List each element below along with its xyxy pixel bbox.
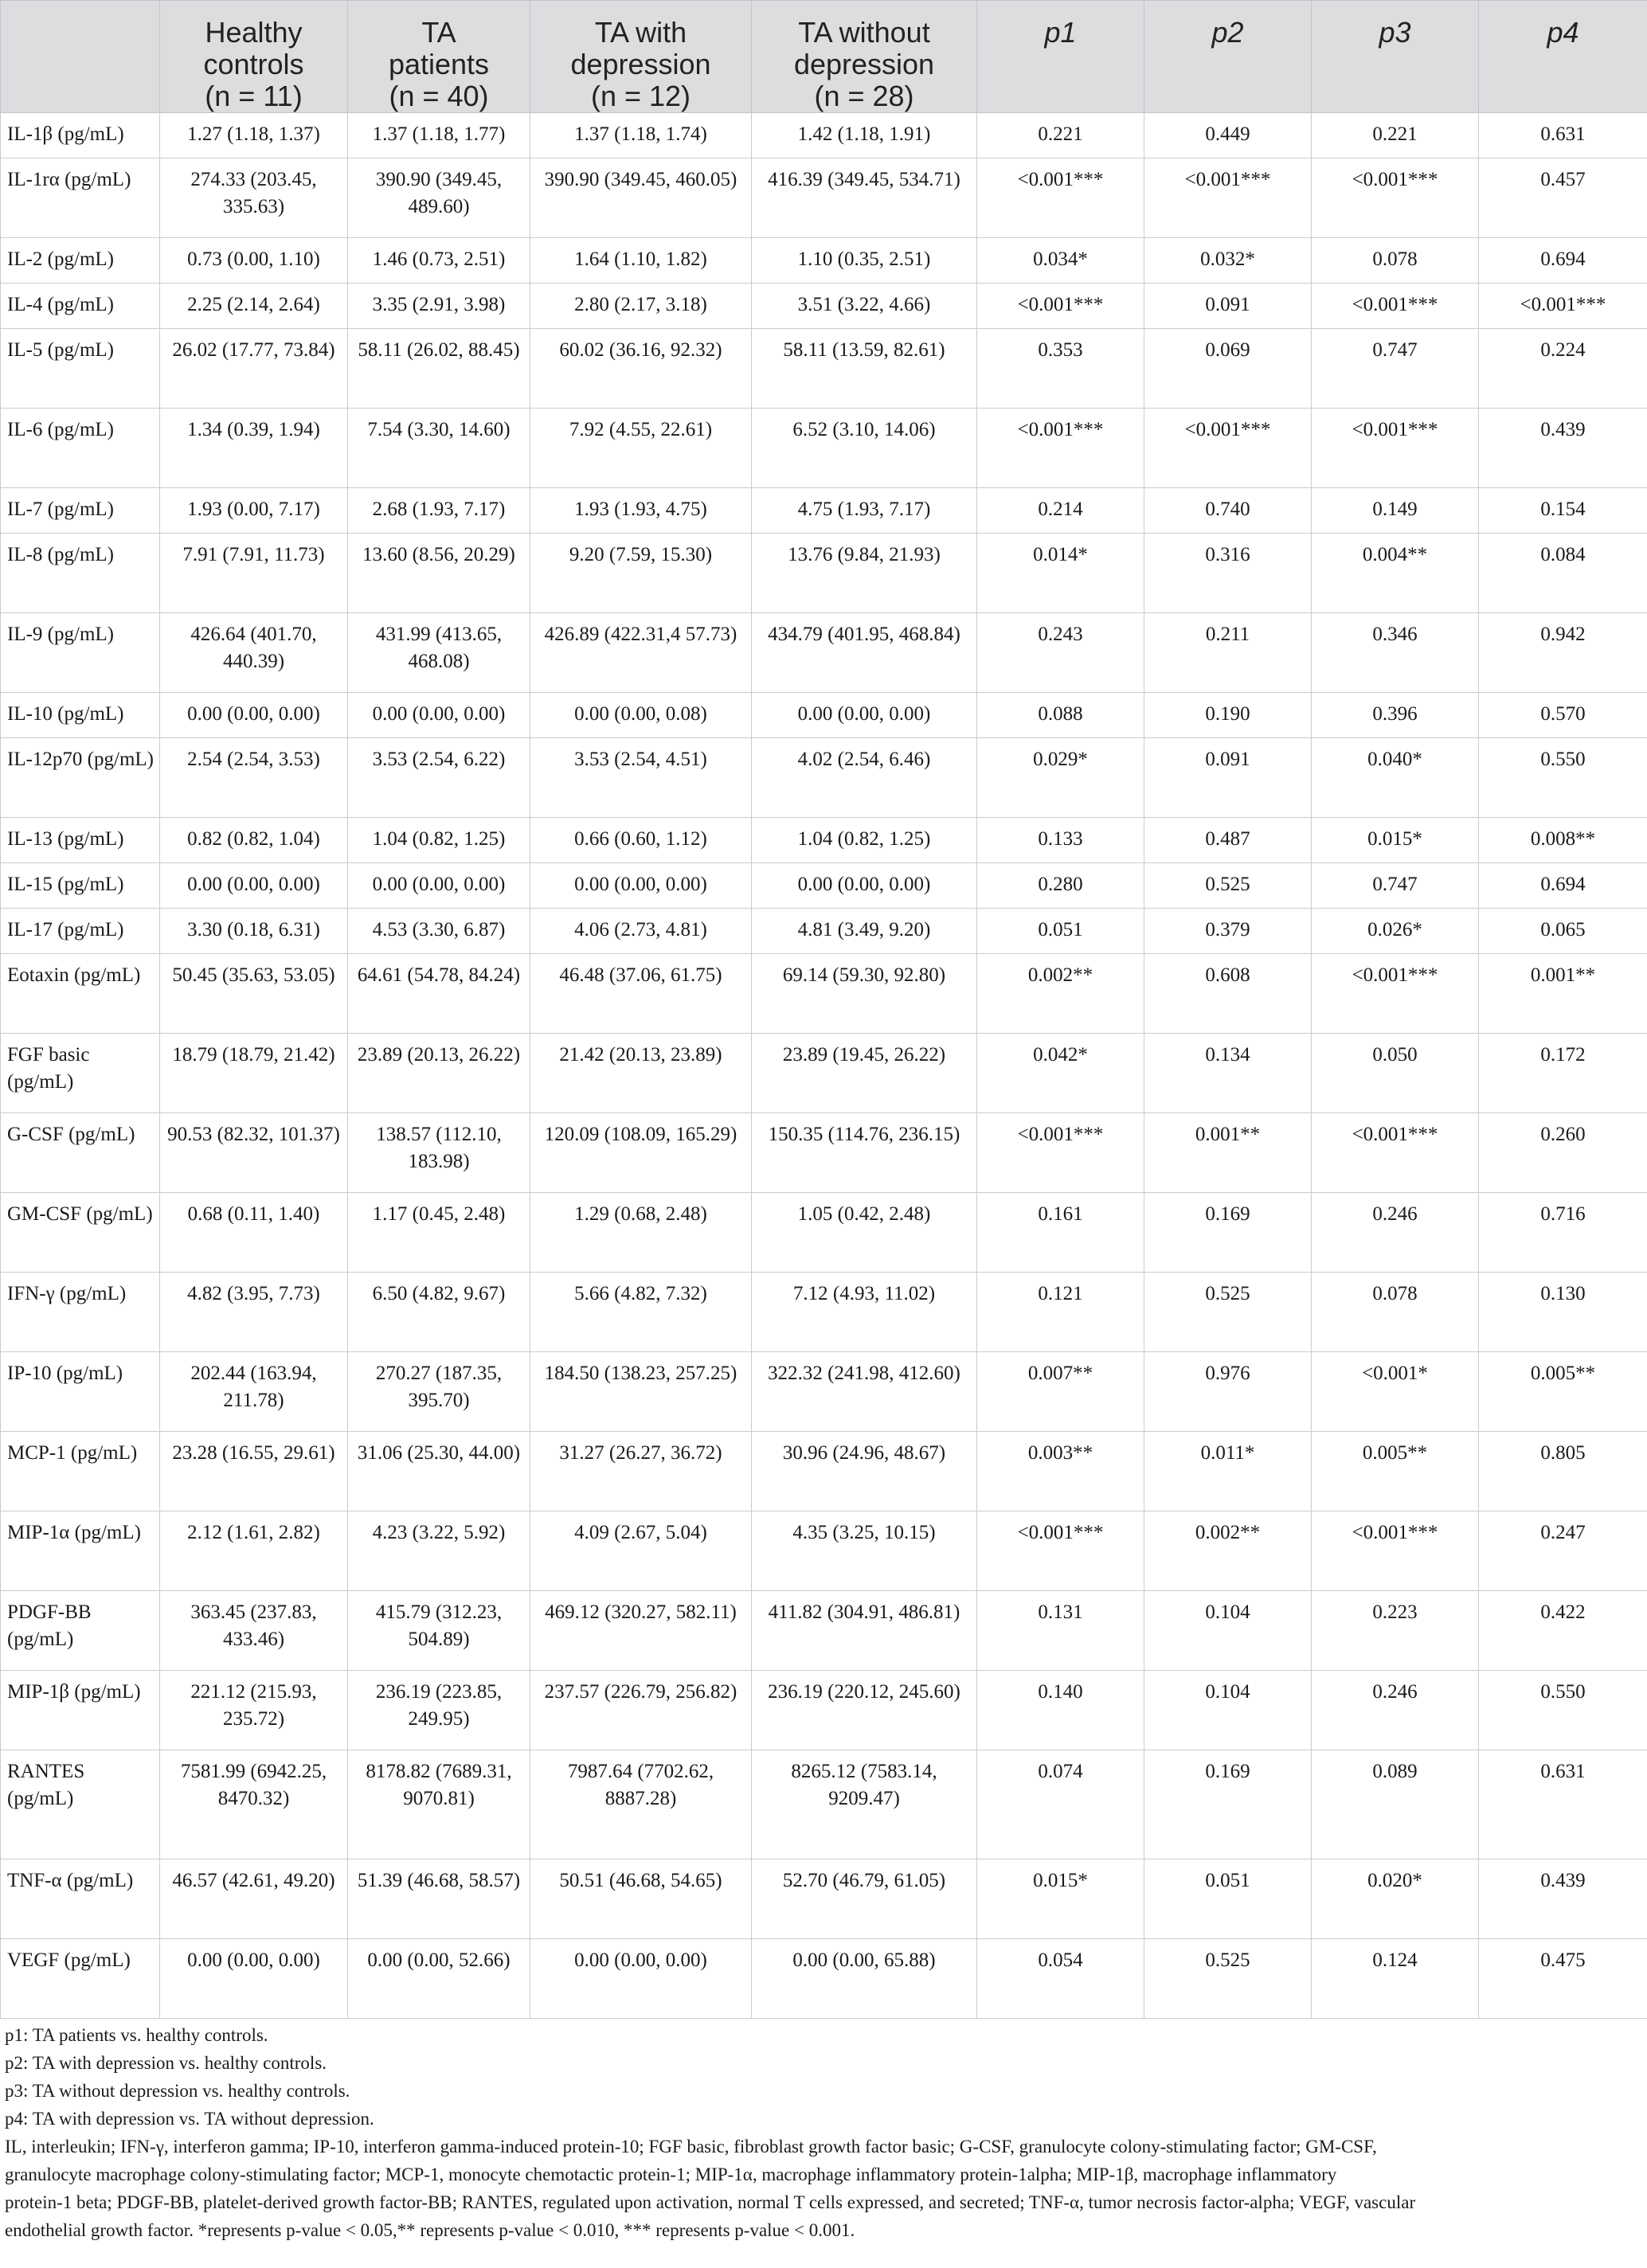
table-row	[1, 284, 1647, 329]
table-row	[1, 738, 1647, 818]
cell-ta-without-depression: 8265.12 (7583.14, 9209.47)	[752, 1750, 977, 1859]
cell-p2: 0.525	[1144, 1273, 1312, 1352]
cell-p4: 0.805	[1479, 1432, 1647, 1511]
cell-ta-patients: 236.19 (223.85, 249.95)	[348, 1671, 530, 1750]
cell-p3: 0.747	[1312, 329, 1479, 409]
cell-p3: 0.089	[1312, 1750, 1479, 1859]
cell-p4: 0.550	[1479, 738, 1647, 818]
table-row	[1, 1113, 1647, 1193]
cell-healthy-controls: 221.12 (215.93, 235.72)	[160, 1671, 348, 1750]
cell-variable: IL-17 (pg/mL)	[1, 909, 160, 954]
cell-p2: <0.001***	[1144, 158, 1312, 238]
cell-p4: 0.694	[1479, 238, 1647, 284]
table-row	[1, 158, 1647, 238]
cell-p1: 0.161	[977, 1193, 1144, 1273]
cell-ta-without-depression: 1.42 (1.18, 1.91)	[752, 113, 977, 158]
cell-p2: 0.740	[1144, 488, 1312, 534]
cell-ta-with-depression: 0.00 (0.00, 0.08)	[530, 693, 752, 738]
cell-p3: <0.001***	[1312, 1113, 1479, 1193]
cell-p3: 0.124	[1312, 1939, 1479, 2019]
cell-healthy-controls: 7581.99 (6942.25, 8470.32)	[160, 1750, 348, 1859]
cell-ta-patients: 138.57 (112.10, 183.98)	[348, 1113, 530, 1193]
cell-ta-patients: 23.89 (20.13, 26.22)	[348, 1034, 530, 1113]
cell-p4: 0.716	[1479, 1193, 1647, 1273]
cell-p1: 0.088	[977, 693, 1144, 738]
cell-ta-without-depression: 411.82 (304.91, 486.81)	[752, 1591, 977, 1671]
cell-ta-patients: 64.61 (54.78, 84.24)	[348, 954, 530, 1034]
cell-p2: 0.316	[1144, 534, 1312, 613]
cell-ta-patients: 1.17 (0.45, 2.48)	[348, 1193, 530, 1273]
cell-healthy-controls: 90.53 (82.32, 101.37)	[160, 1113, 348, 1193]
cell-p3: 0.246	[1312, 1193, 1479, 1273]
cell-p1: 0.074	[977, 1750, 1144, 1859]
cell-ta-without-depression: 236.19 (220.12, 245.60)	[752, 1671, 977, 1750]
cell-p4: 0.001**	[1479, 954, 1647, 1034]
cell-ta-with-depression: 9.20 (7.59, 15.30)	[530, 534, 752, 613]
cell-ta-without-depression: 3.51 (3.22, 4.66)	[752, 284, 977, 329]
cell-ta-patients: 2.68 (1.93, 7.17)	[348, 488, 530, 534]
cell-p2: 0.379	[1144, 909, 1312, 954]
cell-ta-with-depression: 7987.64 (7702.62, 8887.28)	[530, 1750, 752, 1859]
footnote-abbreviations-3: protein-1 beta; PDGF-BB, platelet-derived growth factor-BB; RANTES, regulated upon activation, normal T cells expressed, and secreted; TNF-α, tumor necrosis factor-alpha; VEGF, vascular	[5, 2192, 1416, 2212]
cell-p4: 0.631	[1479, 1750, 1647, 1859]
cell-p1: 0.140	[977, 1671, 1144, 1750]
cell-p2: 0.134	[1144, 1034, 1312, 1113]
footnote-abbreviations-1: IL, interleukin; IFN-γ, interferon gamma; IP-10, interferon gamma-induced protein-10; FGF basic, fibroblast growth factor basic; G-CSF, granulocyte colony-stimulating factor; GM-CSF,	[5, 2137, 1377, 2157]
cell-p2: 0.104	[1144, 1671, 1312, 1750]
cell-variable: MIP-1β (pg/mL)	[1, 1671, 160, 1750]
footnote-p1: p1: TA patients vs. healthy controls.	[5, 2025, 268, 2045]
footnote-p4: p4: TA with depression vs. TA without depression.	[5, 2109, 374, 2129]
cell-p3: <0.001***	[1312, 284, 1479, 329]
cell-p1: <0.001***	[977, 409, 1144, 488]
cell-ta-patients: 31.06 (25.30, 44.00)	[348, 1432, 530, 1511]
cell-variable: MCP-1 (pg/mL)	[1, 1432, 160, 1511]
cell-p3: 0.223	[1312, 1591, 1479, 1671]
cell-p1: 0.214	[977, 488, 1144, 534]
cell-ta-without-depression: 58.11 (13.59, 82.61)	[752, 329, 977, 409]
header-ta-with-depression: TA with depression (n = 12)	[530, 1, 752, 113]
cell-ta-patients: 7.54 (3.30, 14.60)	[348, 409, 530, 488]
cell-p3: 0.396	[1312, 693, 1479, 738]
cell-p2: 0.169	[1144, 1193, 1312, 1273]
table-row	[1, 1193, 1647, 1273]
header-ta-without-depression: TA without depression (n = 28)	[752, 1, 977, 113]
cell-ta-without-depression: 7.12 (4.93, 11.02)	[752, 1273, 977, 1352]
table-row	[1, 1432, 1647, 1511]
cell-ta-without-depression: 416.39 (349.45, 534.71)	[752, 158, 977, 238]
cell-healthy-controls: 0.82 (0.82, 1.04)	[160, 818, 348, 863]
cell-p3: 0.004**	[1312, 534, 1479, 613]
cell-p2: 0.211	[1144, 613, 1312, 693]
table-row	[1, 1273, 1647, 1352]
cell-p4: 0.457	[1479, 158, 1647, 238]
header-p1: p1	[977, 1, 1144, 113]
cell-p1: 0.133	[977, 818, 1144, 863]
cell-p2: 0.525	[1144, 863, 1312, 909]
cell-p3: <0.001***	[1312, 158, 1479, 238]
header-row	[1, 1, 1647, 113]
cell-ta-with-depression: 2.80 (2.17, 3.18)	[530, 284, 752, 329]
cell-healthy-controls: 2.25 (2.14, 2.64)	[160, 284, 348, 329]
cell-ta-with-depression: 0.00 (0.00, 0.00)	[530, 863, 752, 909]
cell-p1: 0.353	[977, 329, 1144, 409]
cell-healthy-controls: 0.00 (0.00, 0.00)	[160, 863, 348, 909]
table-row	[1, 1750, 1647, 1859]
cell-ta-without-depression: 0.00 (0.00, 0.00)	[752, 863, 977, 909]
cell-ta-with-depression: 21.42 (20.13, 23.89)	[530, 1034, 752, 1113]
cell-variable: IL-9 (pg/mL)	[1, 613, 160, 693]
cell-ta-without-depression: 4.75 (1.93, 7.17)	[752, 488, 977, 534]
header-ta-patients: TA patients (n = 40)	[348, 1, 530, 113]
cell-ta-without-depression: 0.00 (0.00, 0.00)	[752, 693, 977, 738]
cell-p4: 0.065	[1479, 909, 1647, 954]
cell-p1: 0.034*	[977, 238, 1144, 284]
cell-p1: 0.054	[977, 1939, 1144, 2019]
cell-healthy-controls: 202.44 (163.94, 211.78)	[160, 1352, 348, 1432]
cell-ta-patients: 0.00 (0.00, 52.66)	[348, 1939, 530, 2019]
cell-ta-without-depression: 30.96 (24.96, 48.67)	[752, 1432, 977, 1511]
cell-p4: <0.001***	[1479, 284, 1647, 329]
cell-ta-with-depression: 3.53 (2.54, 4.51)	[530, 738, 752, 818]
cell-p1: 0.042*	[977, 1034, 1144, 1113]
cell-ta-patients: 0.00 (0.00, 0.00)	[348, 693, 530, 738]
cell-variable: IL-15 (pg/mL)	[1, 863, 160, 909]
cell-healthy-controls: 0.00 (0.00, 0.00)	[160, 693, 348, 738]
cell-p3: 0.221	[1312, 113, 1479, 158]
footnote-p3: p3: TA without depression vs. healthy controls.	[5, 2081, 350, 2101]
cell-p1: 0.051	[977, 909, 1144, 954]
cell-variable: FGF basic (pg/mL)	[1, 1034, 160, 1113]
header-healthy-controls: Healthy controls (n = 11)	[160, 1, 348, 113]
header-p4: p4	[1479, 1, 1647, 113]
cell-ta-patients: 8178.82 (7689.31, 9070.81)	[348, 1750, 530, 1859]
cell-ta-with-depression: 237.57 (226.79, 256.82)	[530, 1671, 752, 1750]
cell-p3: 0.149	[1312, 488, 1479, 534]
cell-p2: 0.001**	[1144, 1113, 1312, 1193]
cell-p2: <0.001***	[1144, 409, 1312, 488]
cell-healthy-controls: 1.93 (0.00, 7.17)	[160, 488, 348, 534]
cell-ta-patients: 270.27 (187.35, 395.70)	[348, 1352, 530, 1432]
cell-healthy-controls: 18.79 (18.79, 21.42)	[160, 1034, 348, 1113]
cell-p1: 0.002**	[977, 954, 1144, 1034]
cell-variable: IFN-γ (pg/mL)	[1, 1273, 160, 1352]
cell-ta-with-depression: 426.89 (422.31,4 57.73)	[530, 613, 752, 693]
cell-ta-without-depression: 1.04 (0.82, 1.25)	[752, 818, 977, 863]
cell-variable: Eotaxin (pg/mL)	[1, 954, 160, 1034]
cell-p3: <0.001***	[1312, 1511, 1479, 1591]
table-row	[1, 1591, 1647, 1671]
cell-p1: 0.003**	[977, 1432, 1144, 1511]
table-header	[1, 1, 1647, 113]
cell-ta-with-depression: 46.48 (37.06, 61.75)	[530, 954, 752, 1034]
cell-ta-patients: 6.50 (4.82, 9.67)	[348, 1273, 530, 1352]
cell-ta-patients: 4.53 (3.30, 6.87)	[348, 909, 530, 954]
cell-healthy-controls: 2.12 (1.61, 2.82)	[160, 1511, 348, 1591]
cell-healthy-controls: 4.82 (3.95, 7.73)	[160, 1273, 348, 1352]
table-row	[1, 1671, 1647, 1750]
table-row	[1, 693, 1647, 738]
header-p3: p3	[1312, 1, 1479, 113]
header-p2: p2	[1144, 1, 1312, 113]
cell-healthy-controls: 1.27 (1.18, 1.37)	[160, 113, 348, 158]
table-row	[1, 909, 1647, 954]
cell-p3: 0.050	[1312, 1034, 1479, 1113]
cell-healthy-controls: 0.68 (0.11, 1.40)	[160, 1193, 348, 1273]
cell-p4: 0.422	[1479, 1591, 1647, 1671]
cell-healthy-controls: 23.28 (16.55, 29.61)	[160, 1432, 348, 1511]
cell-p3: 0.026*	[1312, 909, 1479, 954]
cell-healthy-controls: 0.73 (0.00, 1.10)	[160, 238, 348, 284]
cell-ta-with-depression: 1.37 (1.18, 1.74)	[530, 113, 752, 158]
cell-healthy-controls: 46.57 (42.61, 49.20)	[160, 1859, 348, 1939]
footnote-abbreviations-4: endothelial growth factor. *represents p-value < 0.05,** represents p-value < 0.010, *** represents p-value < 0.001.	[5, 2220, 855, 2240]
cell-variable: IL-1β (pg/mL)	[1, 113, 160, 158]
cell-p4: 0.694	[1479, 863, 1647, 909]
cell-p3: <0.001***	[1312, 409, 1479, 488]
cell-p1: 0.243	[977, 613, 1144, 693]
cell-ta-without-depression: 1.10 (0.35, 2.51)	[752, 238, 977, 284]
cell-p2: 0.976	[1144, 1352, 1312, 1432]
cell-p2: 0.104	[1144, 1591, 1312, 1671]
cell-ta-without-depression: 4.02 (2.54, 6.46)	[752, 738, 977, 818]
cell-p4: 0.439	[1479, 409, 1647, 488]
cell-p1: <0.001***	[977, 1511, 1144, 1591]
cell-healthy-controls: 1.34 (0.39, 1.94)	[160, 409, 348, 488]
cell-p2: 0.002**	[1144, 1511, 1312, 1591]
table-row	[1, 613, 1647, 693]
cell-ta-with-depression: 5.66 (4.82, 7.32)	[530, 1273, 752, 1352]
cell-p2: 0.449	[1144, 113, 1312, 158]
cell-ta-with-depression: 390.90 (349.45, 460.05)	[530, 158, 752, 238]
cell-variable: IL-12p70 (pg/mL)	[1, 738, 160, 818]
cell-p3: 0.015*	[1312, 818, 1479, 863]
cell-healthy-controls: 3.30 (0.18, 6.31)	[160, 909, 348, 954]
cell-p2: 0.608	[1144, 954, 1312, 1034]
cell-healthy-controls: 26.02 (17.77, 73.84)	[160, 329, 348, 409]
cell-ta-with-depression: 0.66 (0.60, 1.12)	[530, 818, 752, 863]
cell-ta-with-depression: 4.09 (2.67, 5.04)	[530, 1511, 752, 1591]
table-row	[1, 113, 1647, 158]
cell-ta-with-depression: 1.29 (0.68, 2.48)	[530, 1193, 752, 1273]
cell-ta-with-depression: 31.27 (26.27, 36.72)	[530, 1432, 752, 1511]
cell-p2: 0.091	[1144, 284, 1312, 329]
cell-p1: 0.014*	[977, 534, 1144, 613]
table-row	[1, 488, 1647, 534]
cell-ta-with-depression: 7.92 (4.55, 22.61)	[530, 409, 752, 488]
cell-ta-without-depression: 150.35 (114.76, 236.15)	[752, 1113, 977, 1193]
cell-ta-without-depression: 1.05 (0.42, 2.48)	[752, 1193, 977, 1273]
cell-ta-patients: 1.46 (0.73, 2.51)	[348, 238, 530, 284]
cell-p3: 0.020*	[1312, 1859, 1479, 1939]
table-row	[1, 409, 1647, 488]
cell-p2: 0.011*	[1144, 1432, 1312, 1511]
cell-ta-with-depression: 1.64 (1.10, 1.82)	[530, 238, 752, 284]
table-row	[1, 863, 1647, 909]
cell-ta-with-depression: 0.00 (0.00, 0.00)	[530, 1939, 752, 2019]
cell-p4: 0.005**	[1479, 1352, 1647, 1432]
table-footnotes	[5, 2021, 1637, 2244]
cell-p2: 0.091	[1144, 738, 1312, 818]
cell-ta-with-depression: 4.06 (2.73, 4.81)	[530, 909, 752, 954]
table-row	[1, 1034, 1647, 1113]
cell-ta-without-depression: 0.00 (0.00, 65.88)	[752, 1939, 977, 2019]
cell-variable: IL-7 (pg/mL)	[1, 488, 160, 534]
cell-ta-without-depression: 52.70 (46.79, 61.05)	[752, 1859, 977, 1939]
table-row	[1, 1859, 1647, 1939]
cell-ta-without-depression: 4.81 (3.49, 9.20)	[752, 909, 977, 954]
cell-ta-without-depression: 69.14 (59.30, 92.80)	[752, 954, 977, 1034]
cell-p2: 0.525	[1144, 1939, 1312, 2019]
cell-variable: RANTES (pg/mL)	[1, 1750, 160, 1859]
cell-variable: IL-1rα (pg/mL)	[1, 158, 160, 238]
cell-p2: 0.487	[1144, 818, 1312, 863]
cell-ta-without-depression: 23.89 (19.45, 26.22)	[752, 1034, 977, 1113]
cell-healthy-controls: 2.54 (2.54, 3.53)	[160, 738, 348, 818]
cell-p1: <0.001***	[977, 158, 1144, 238]
cell-ta-without-depression: 4.35 (3.25, 10.15)	[752, 1511, 977, 1591]
cell-p4: 0.154	[1479, 488, 1647, 534]
cell-p4: 0.439	[1479, 1859, 1647, 1939]
cell-p4: 0.570	[1479, 693, 1647, 738]
cell-healthy-controls: 0.00 (0.00, 0.00)	[160, 1939, 348, 2019]
cell-p1: 0.029*	[977, 738, 1144, 818]
cell-p3: 0.246	[1312, 1671, 1479, 1750]
cell-ta-patients: 1.37 (1.18, 1.77)	[348, 113, 530, 158]
cell-p4: 0.550	[1479, 1671, 1647, 1750]
cell-p1: 0.131	[977, 1591, 1144, 1671]
cell-ta-without-depression: 13.76 (9.84, 21.93)	[752, 534, 977, 613]
cell-p3: 0.747	[1312, 863, 1479, 909]
cell-ta-patients: 3.35 (2.91, 3.98)	[348, 284, 530, 329]
cell-p1: 0.221	[977, 113, 1144, 158]
cell-p4: 0.172	[1479, 1034, 1647, 1113]
cell-ta-without-depression: 434.79 (401.95, 468.84)	[752, 613, 977, 693]
table-row	[1, 1939, 1647, 2019]
footnote-abbreviations-2: granulocyte macrophage colony-stimulating factor; MCP-1, monocyte chemotactic protein-1; MIP-1α, macrophage inflammatory protein-1alpha; MIP-1β, macrophage inflammatory	[5, 2164, 1337, 2184]
cell-ta-with-depression: 184.50 (138.23, 257.25)	[530, 1352, 752, 1432]
cell-p1: 0.121	[977, 1273, 1144, 1352]
cell-p1: 0.015*	[977, 1859, 1144, 1939]
cell-variable: MIP-1α (pg/mL)	[1, 1511, 160, 1591]
cell-p3: 0.040*	[1312, 738, 1479, 818]
cell-variable: IP-10 (pg/mL)	[1, 1352, 160, 1432]
cell-p1: 0.007**	[977, 1352, 1144, 1432]
cell-p1: 0.280	[977, 863, 1144, 909]
cell-variable: VEGF (pg/mL)	[1, 1939, 160, 2019]
cell-variable: IL-8 (pg/mL)	[1, 534, 160, 613]
cell-p3: 0.078	[1312, 1273, 1479, 1352]
cell-ta-with-depression: 1.93 (1.93, 4.75)	[530, 488, 752, 534]
cell-variable: IL-2 (pg/mL)	[1, 238, 160, 284]
cell-variable: IL-13 (pg/mL)	[1, 818, 160, 863]
table-body	[1, 113, 1647, 2019]
cell-p2: 0.051	[1144, 1859, 1312, 1939]
cell-p1: <0.001***	[977, 1113, 1144, 1193]
cell-p4: 0.130	[1479, 1273, 1647, 1352]
header-variable	[1, 1, 160, 113]
cell-p3: 0.078	[1312, 238, 1479, 284]
cell-p4: 0.942	[1479, 613, 1647, 693]
cell-ta-patients: 0.00 (0.00, 0.00)	[348, 863, 530, 909]
cell-p3: 0.346	[1312, 613, 1479, 693]
cell-p4: 0.084	[1479, 534, 1647, 613]
cell-healthy-controls: 50.45 (35.63, 53.05)	[160, 954, 348, 1034]
table-row	[1, 534, 1647, 613]
cell-p4: 0.475	[1479, 1939, 1647, 2019]
cell-ta-with-depression: 60.02 (36.16, 92.32)	[530, 329, 752, 409]
cell-p2: 0.069	[1144, 329, 1312, 409]
cell-ta-patients: 431.99 (413.65, 468.08)	[348, 613, 530, 693]
table-row	[1, 329, 1647, 409]
cell-ta-without-depression: 322.32 (241.98, 412.60)	[752, 1352, 977, 1432]
cell-p2: 0.169	[1144, 1750, 1312, 1859]
cell-p4: 0.260	[1479, 1113, 1647, 1193]
table-row	[1, 818, 1647, 863]
cell-p2: 0.190	[1144, 693, 1312, 738]
cell-ta-without-depression: 6.52 (3.10, 14.06)	[752, 409, 977, 488]
cell-healthy-controls: 7.91 (7.91, 11.73)	[160, 534, 348, 613]
table-row	[1, 238, 1647, 284]
cell-variable: IL-4 (pg/mL)	[1, 284, 160, 329]
cell-healthy-controls: 363.45 (237.83, 433.46)	[160, 1591, 348, 1671]
cell-ta-patients: 4.23 (3.22, 5.92)	[348, 1511, 530, 1591]
cell-ta-with-depression: 50.51 (46.68, 54.65)	[530, 1859, 752, 1939]
table-row	[1, 1511, 1647, 1591]
cell-healthy-controls: 274.33 (203.45, 335.63)	[160, 158, 348, 238]
cell-p4: 0.008**	[1479, 818, 1647, 863]
cell-p4: 0.247	[1479, 1511, 1647, 1591]
cell-variable: PDGF-BB (pg/mL)	[1, 1591, 160, 1671]
cell-ta-with-depression: 469.12 (320.27, 582.11)	[530, 1591, 752, 1671]
cell-ta-with-depression: 120.09 (108.09, 165.29)	[530, 1113, 752, 1193]
cell-ta-patients: 1.04 (0.82, 1.25)	[348, 818, 530, 863]
cell-p3: <0.001***	[1312, 954, 1479, 1034]
cell-ta-patients: 3.53 (2.54, 6.22)	[348, 738, 530, 818]
table-row	[1, 1352, 1647, 1432]
cell-variable: G-CSF (pg/mL)	[1, 1113, 160, 1193]
cell-variable: IL-10 (pg/mL)	[1, 693, 160, 738]
cell-variable: IL-5 (pg/mL)	[1, 329, 160, 409]
cell-ta-patients: 390.90 (349.45, 489.60)	[348, 158, 530, 238]
cell-p1: <0.001***	[977, 284, 1144, 329]
cell-p4: 0.224	[1479, 329, 1647, 409]
table-row	[1, 954, 1647, 1034]
cell-p2: 0.032*	[1144, 238, 1312, 284]
cell-healthy-controls: 426.64 (401.70, 440.39)	[160, 613, 348, 693]
cell-p3: 0.005**	[1312, 1432, 1479, 1511]
cell-variable: IL-6 (pg/mL)	[1, 409, 160, 488]
cell-ta-patients: 58.11 (26.02, 88.45)	[348, 329, 530, 409]
cell-p4: 0.631	[1479, 113, 1647, 158]
cell-variable: GM-CSF (pg/mL)	[1, 1193, 160, 1273]
cell-ta-patients: 13.60 (8.56, 20.29)	[348, 534, 530, 613]
cell-p3: <0.001*	[1312, 1352, 1479, 1432]
cell-ta-patients: 415.79 (312.23, 504.89)	[348, 1591, 530, 1671]
cell-ta-patients: 51.39 (46.68, 58.57)	[348, 1859, 530, 1939]
cell-variable: TNF-α (pg/mL)	[1, 1859, 160, 1939]
footnote-p2: p2: TA with depression vs. healthy controls.	[5, 2053, 327, 2073]
